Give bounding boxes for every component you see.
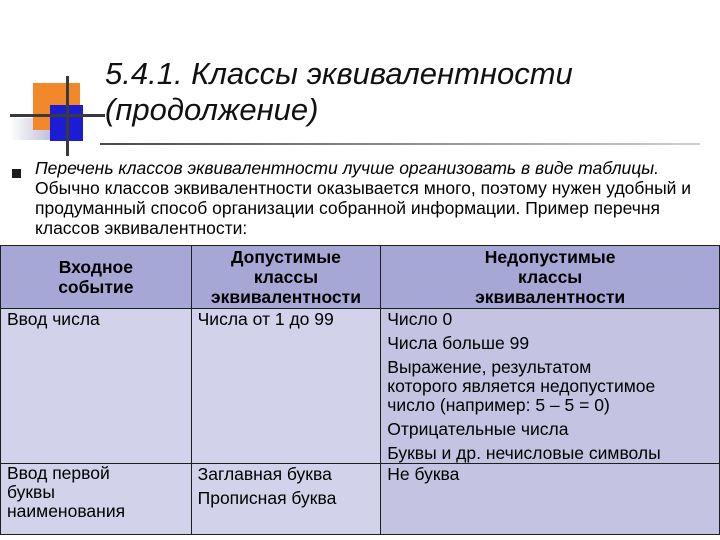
- cell-event: [1, 464, 192, 535]
- header-input-event: [1, 246, 192, 309]
- cell-text: которого является недопустимое: [387, 376, 656, 396]
- table-row: [1, 309, 720, 464]
- header-text: Входное: [58, 257, 133, 277]
- cell-text: буквы: [7, 482, 55, 502]
- header-valid-classes: [191, 246, 381, 309]
- header-invalid-classes: [381, 246, 720, 309]
- header-text: эквивалентности: [475, 287, 626, 307]
- cell-text: Заглавная буква: [197, 464, 332, 484]
- table-header-row: [1, 246, 720, 309]
- table-row: [1, 464, 720, 535]
- header-text: классы: [253, 267, 319, 287]
- cell-text: Прописная буква: [197, 488, 337, 508]
- header-text: эквивалентности: [210, 287, 361, 307]
- cell-text: Числа больше 99: [387, 333, 530, 353]
- cell-text: число (например: 5 – 5 = 0): [387, 395, 610, 415]
- cell-text: Не буква: [387, 464, 460, 484]
- cell-event: [1, 309, 192, 464]
- cell-text: наименования: [7, 501, 126, 521]
- equivalence-classes-table: [0, 245, 720, 535]
- header-text: событие: [58, 277, 134, 297]
- title-underline: [100, 143, 700, 145]
- bullet-italic-text: Перечень классов эквивалентности лучше организовать в виде таблицы.: [35, 158, 660, 178]
- cell-text: Число 0: [387, 309, 453, 329]
- cell-text: Числа от 1 до 99: [197, 309, 334, 329]
- slide-title: [105, 56, 705, 128]
- bullet-square-icon: [12, 169, 21, 178]
- header-text: Допустимые: [230, 247, 341, 267]
- logo-horizontal-line: [10, 114, 105, 117]
- header-text: Недопустимые: [484, 247, 616, 267]
- cell-text: Буквы и др. нечисловые символы: [387, 443, 661, 463]
- cell-invalid: [381, 309, 720, 464]
- cell-valid: [191, 464, 381, 535]
- cell-invalid: [381, 464, 720, 535]
- title-line-1: 5.4.1. Классы эквивалентности: [105, 56, 573, 91]
- cell-text: Отрицательные числа: [387, 419, 569, 439]
- cell-text: Выражение, результатом: [387, 357, 592, 377]
- bullet-paragraph: [35, 158, 715, 238]
- cell-valid: [191, 309, 381, 464]
- bullet-normal-text: Обычно классов эквивалентности оказывается много, поэтому нужен удобный и продуманный способ организации собранной информации. Пример перечня классов эквивалентности:: [35, 178, 692, 238]
- cell-text: Ввод первой: [7, 463, 110, 483]
- title-line-2: (продолжение): [105, 92, 319, 127]
- cell-text: Ввод числа: [7, 309, 100, 329]
- header-text: классы: [518, 267, 583, 287]
